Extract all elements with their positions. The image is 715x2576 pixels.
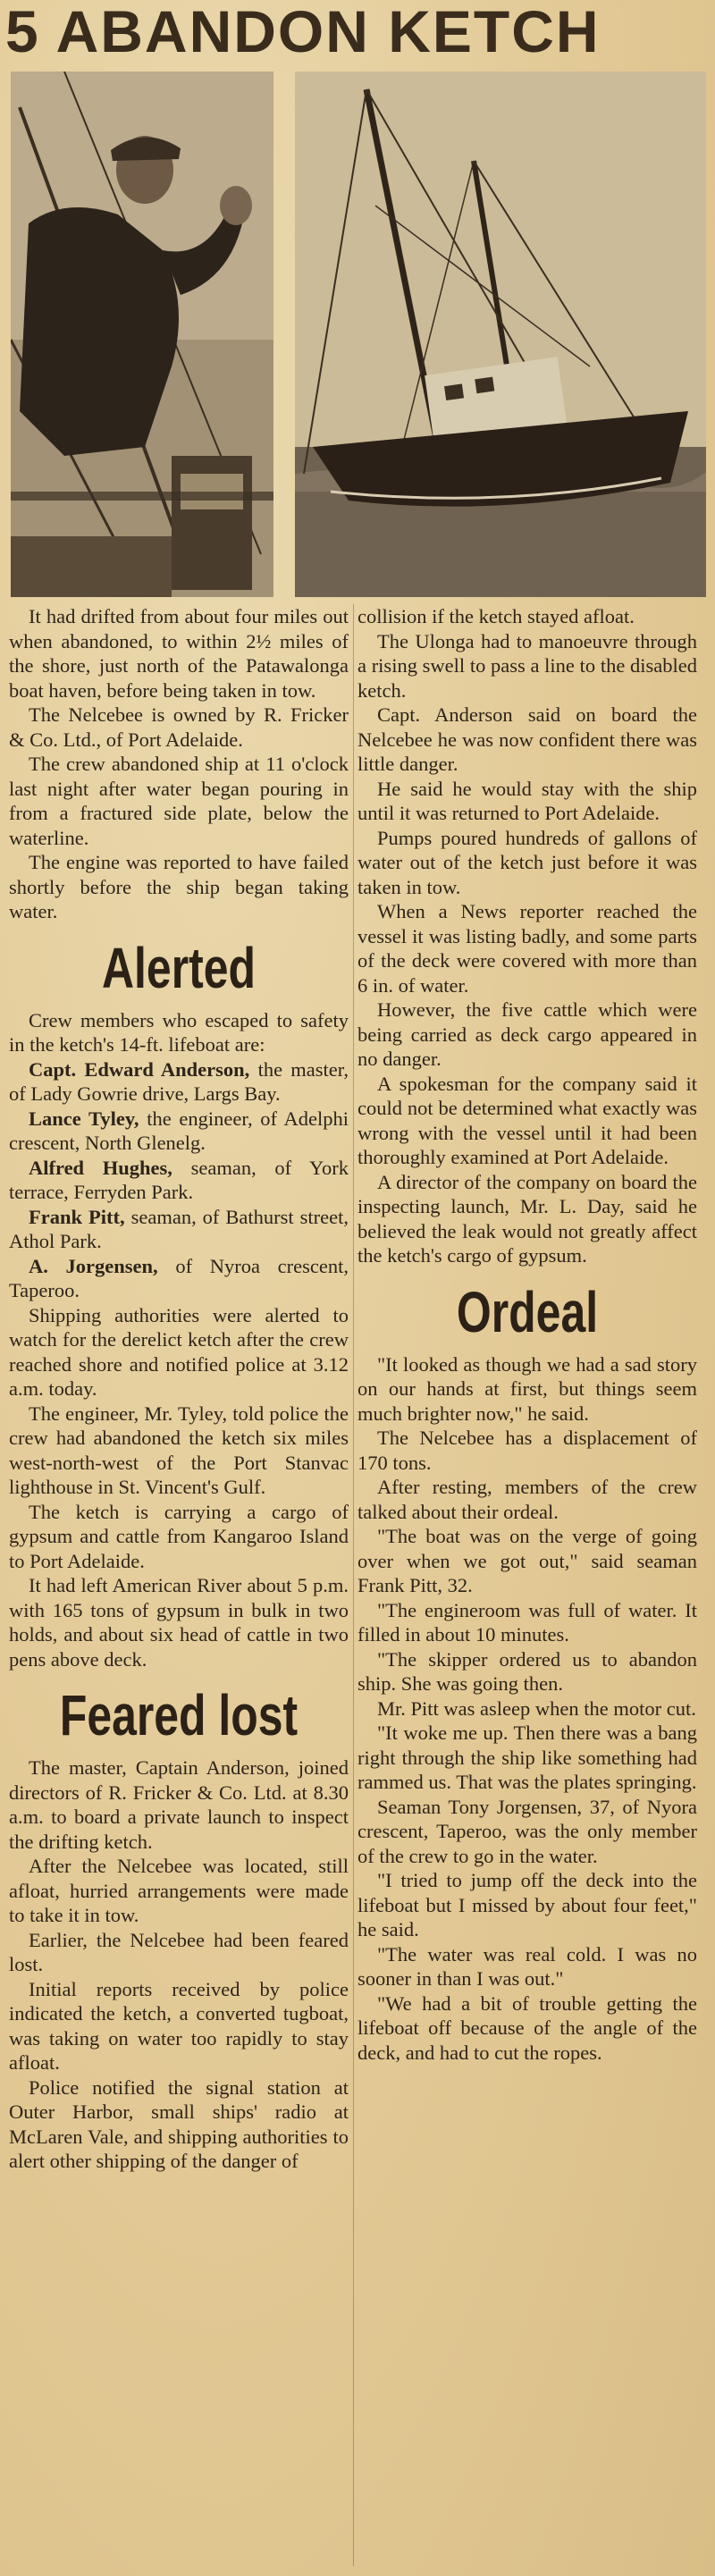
crew-name: Alfred Hughes,	[29, 1156, 172, 1179]
crew-entry	[9, 1254, 349, 1303]
paragraph: However, the five cattle which were being carried as deck cargo appeared in no danger.	[358, 998, 697, 1070]
paragraph: Seaman Tony Jorgensen, 37, of Nyora crescent, Taperoo, was the only member of the crew to go in the water.	[358, 1795, 697, 1867]
paragraph: "It looked as though we had a sad story on our hands at first, but things seem much brighter now," he said.	[358, 1352, 697, 1425]
paragraph: When a News reporter reached the vessel it was listing badly, and some parts of the deck were covered with more than 6 in. of water.	[358, 900, 697, 997]
paragraph: After resting, members of the crew talked about their ordeal.	[358, 1476, 697, 1523]
column-divider	[353, 604, 354, 2566]
paragraph: Police notified the signal station at Outer Harbor, small ships' radio at McLaren Vale, and shipping authorities to alert other shipping of the danger of	[9, 2075, 349, 2172]
man-waving-icon	[11, 72, 273, 597]
paragraph: "It woke me up. Then there was a bang right through the ship like something had rammed us. That was the plates springing.	[358, 1722, 697, 1793]
paragraph: "The engineroom was full of water. It filled in about 10 minutes.	[358, 1598, 697, 1646]
paragraph: Initial reports received by police indicated the ketch, a converted tugboat, was taking on water too rapidly to stay afloat.	[9, 1977, 349, 2074]
crew-name: Frank Pitt,	[29, 1205, 125, 1228]
paragraph: Crew members who escaped to safety in the ketch's 14-ft. lifeboat are:	[9, 1008, 349, 1056]
crew-name: Capt. Edward Anderson,	[29, 1057, 250, 1081]
paragraph: The master, Captain Anderson, joined directors of R. Fricker & Co. Ltd. at 8.30 a.m. to board a private launch to inspect the drifting ketch.	[9, 1756, 349, 1853]
crew-desc: seaman, of York terrace, Ferryden Park.	[9, 1156, 349, 1203]
crew-desc: the engineer, of Adelphi crescent, North Glenelg.	[9, 1107, 349, 1154]
crew-entry	[9, 1205, 349, 1254]
paragraph: "The skipper ordered us to abandon ship. She was going then.	[358, 1647, 697, 1695]
headline: 5 ABANDON KETCH	[5, 0, 601, 64]
crew-name: A. Jorgensen,	[29, 1254, 158, 1277]
paragraph: Earlier, the Nelcebee had been feared lost.	[9, 1928, 349, 1975]
paragraph: The Nelcebee has a displacement of 170 tons.	[358, 1427, 697, 1474]
paragraph: collision if the ketch stayed afloat.	[358, 605, 635, 627]
paragraph: A spokesman for the company said it could not be determined what exactly was wrong with the vessel until it had been thoroughly examined at Port Adelaide.	[358, 1072, 697, 1168]
paragraph: "The boat was on the verge of going over when we got out," said seaman Frank Pitt, 32.	[358, 1525, 697, 1596]
paragraph: It had left American River about 5 p.m. with 165 tons of gypsum in bulk in two holds, and about six head of cattle in two pens above deck.	[9, 1574, 349, 1671]
paragraph: Capt. Anderson said on board the Nelcebee he was now confident there was little danger.	[358, 703, 697, 775]
paragraph: The Nelcebee is owned by R. Fricker & Co. Ltd., of Port Adelaide.	[9, 703, 349, 751]
crew-desc: the master, of Lady Gowrie drive, Largs Bay.	[9, 1057, 349, 1105]
subheading-feared-lost: Feared lost	[59, 1683, 299, 1747]
crew-desc: of Nyroa crescent, Taperoo.	[9, 1254, 349, 1301]
paragraph: The Ulonga had to manoeuvre through a rising swell to pass a line to the disabled ketch.	[358, 629, 697, 702]
ketch-icon	[295, 72, 706, 597]
paragraph: "The water was real cold. I was no sooner in than I was out."	[358, 1942, 697, 1990]
article-column-left	[9, 604, 349, 2174]
paragraph: Shipping authorities were alerted to watch for the derelict ketch after the crew reached shore and notified police at 3.12 a.m. today.	[9, 1303, 349, 1400]
paragraph: The crew abandoned ship at 11 o'clock last night after water began pouring in from a fractured side plate, below the waterline.	[9, 753, 349, 849]
paragraph: The engine was reported to have failed shortly before the ship began taking water.	[9, 851, 349, 922]
paragraph: "I tried to jump off the deck into the lifeboat but I missed by about four feet," he said.	[358, 1869, 697, 1940]
paragraph: The ketch is carrying a cargo of gypsum and cattle from Kangaroo Island to Port Adelaide.	[9, 1500, 349, 1572]
article-column-right	[358, 604, 697, 2065]
subheading-alerted: Alerted	[102, 935, 256, 1000]
subheading-ordeal: Ordeal	[456, 1279, 599, 1344]
paragraph: "We had a bit of trouble getting the lifeboat off because of the angle of the deck, and had to cut the ropes.	[358, 1991, 697, 2064]
man-waving-photo	[11, 72, 273, 597]
paragraph: After the Nelcebee was located, still afloat, hurried arrangements were made to take it in tow.	[9, 1855, 349, 1926]
crew-name: Lance Tyley,	[29, 1107, 139, 1130]
paragraph: He said he would stay with the ship until it was returned to Port Adelaide.	[358, 777, 697, 824]
paragraph: It had drifted from about four miles out when abandoned, to within 2½ miles of the shore, just north of the Patawalonga boat haven, before being taken in tow.	[9, 605, 349, 702]
crew-desc: seaman, of Bathurst street, Athol Park.	[9, 1205, 349, 1252]
crew-entry	[9, 1057, 349, 1107]
paragraph: Pumps poured hundreds of gallons of water out of the ketch just before it was taken in tow.	[358, 826, 697, 898]
paragraph: A director of the company on board the inspecting launch, Mr. L. Day, said he believed the leak would not greatly affect the ketch's cargo of gypsum.	[358, 1170, 697, 1267]
ketch-listing-photo	[295, 72, 706, 597]
crew-entry	[9, 1107, 349, 1156]
crew-entry	[9, 1156, 349, 1205]
paragraph: The engineer, Mr. Tyley, told police the crew had abandoned the ketch six miles west-north-west of the Port Stanvac lighthouse in St. Vincent's Gulf.	[9, 1402, 349, 1498]
paragraph: Mr. Pitt was asleep when the motor cut.	[377, 1696, 696, 1720]
